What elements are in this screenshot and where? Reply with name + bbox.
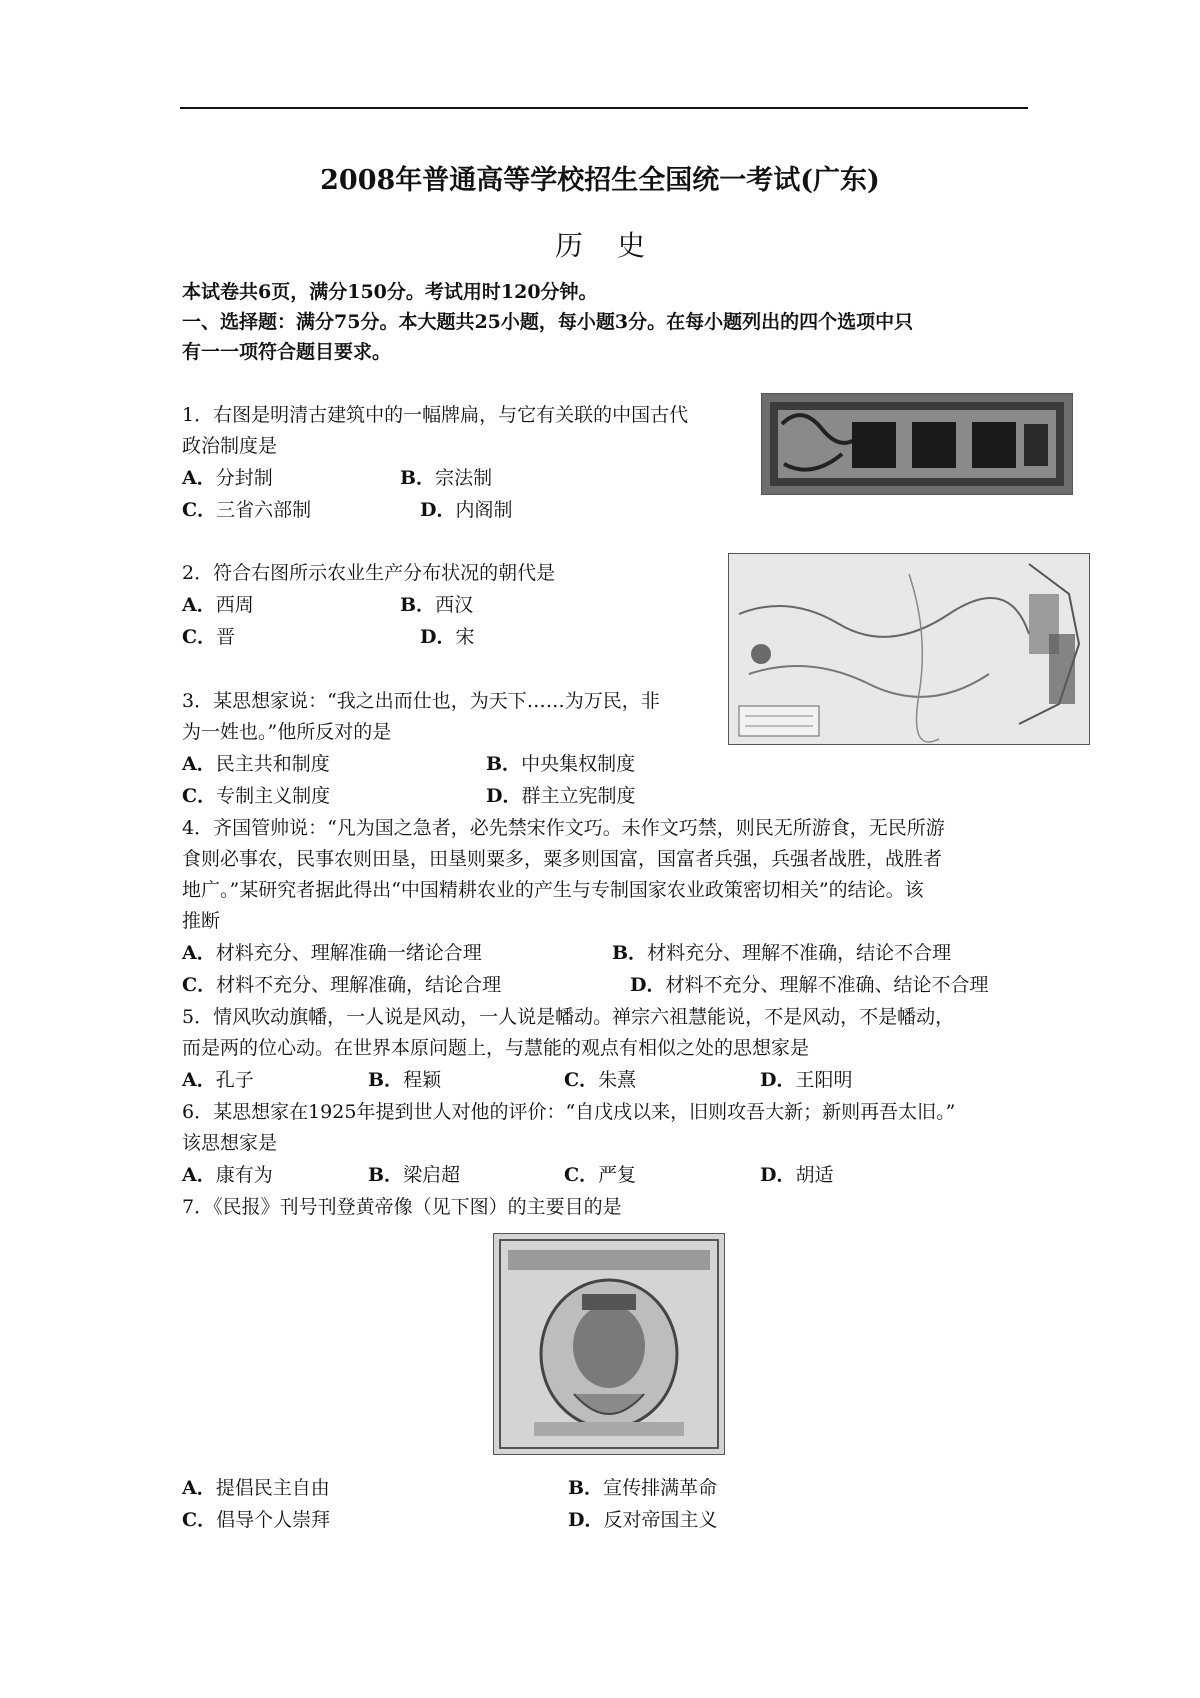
option-d: D．胡适 — [760, 1164, 834, 1186]
huangdi-portrait-image — [493, 1233, 725, 1455]
option-d: D．材料不充分、理解不准确、结论不合理 — [630, 974, 989, 996]
option-c: C．专制主义制度 — [182, 785, 331, 807]
option-a: A．西周 — [182, 594, 254, 616]
question-stem: 推断 — [182, 910, 221, 932]
option-b: B．程颖 — [368, 1069, 442, 1091]
question-stem: 4．齐国管帅说：“凡为国之急者，必先禁宋作文巧。未作文巧禁，则民无所游食，无民所游 — [182, 817, 945, 839]
option-c: C．三省六部制 — [182, 499, 312, 521]
option-d: D．反对帝国主义 — [568, 1509, 718, 1531]
plaque-image — [761, 393, 1073, 495]
option-d: D．群主立宪制度 — [486, 785, 636, 807]
question-stem: 2．符合右图所示农业生产分布状况的朝代是 — [182, 562, 556, 584]
option-a: A．民主共和制度 — [182, 753, 330, 775]
option-b: B．材料充分、理解不准确，结论不合理 — [612, 942, 952, 964]
option-d: D．内阁制 — [420, 499, 513, 521]
option-c: C．朱熹 — [564, 1069, 637, 1091]
question-stem: 1．右图是明清古建筑中的一幅牌扁，与它有关联的中国古代 — [182, 404, 689, 426]
question-stem: 政治制度是 — [182, 435, 278, 457]
question-stem: 食则必事农，民事农则田垦，田垦则粟多，粟多则国富，国富者兵强，兵强者战胜，战胜者 — [182, 848, 943, 870]
agriculture-map-image — [728, 553, 1090, 745]
option-a: A．提倡民主自由 — [182, 1477, 330, 1499]
question-stem: 3．某思想家说：“我之出而仕也，为天下……为万民，非 — [182, 690, 660, 712]
option-c: C．晋 — [182, 626, 236, 648]
option-a: A．孔子 — [182, 1069, 254, 1091]
question-stem: 而是两的位心动。在世界本原问题上，与慧能的观点有相似之处的思想家是 — [182, 1037, 810, 1059]
option-d: D．王阳明 — [760, 1069, 853, 1091]
option-c: C．材料不充分、理解准确，结论合理 — [182, 974, 502, 996]
option-d: D．宋 — [420, 626, 475, 648]
question-stem: 5．情风吹动旗幡，一人说是风动，一人说是幡动。禅宗六祖慧能说，不是风动，不是幡动， — [182, 1006, 955, 1028]
question-stem: 为一姓也。”他所反对的是 — [182, 721, 392, 743]
question-stem: 地广。”某研究者据此得出“中国精耕农业的产生与专制国家农业政策密切相关”的结论。该 — [182, 879, 924, 901]
option-b: B．宗法制 — [400, 467, 493, 489]
question-stem: 6．某思想家在1925年提到世人对他的评价：“自戊戌以来，旧则攻吾大新；新则再吾太旧。” — [182, 1101, 956, 1123]
section-heading: 一、选择题：满分75分。本大题共25小题，每小题3分。在每小题列出的四个选项中只 — [182, 311, 914, 333]
exam-info: 本试卷共6页，满分150分。考试用时120分钟。 — [182, 281, 598, 303]
question-stem: 7．《民报》刊号刊登黄帝像（见下图）的主要目的是 — [182, 1196, 622, 1218]
option-a: A．康有为 — [182, 1164, 273, 1186]
header-rule — [180, 107, 1028, 109]
option-b: B．西汉 — [400, 594, 474, 616]
exam-title: 2008年普通高等学校招生全国统一考试(广东) — [320, 165, 880, 196]
subject-title: 历史 — [554, 229, 679, 262]
section-heading-cont: 有一一项符合题目要求。 — [182, 341, 392, 363]
option-b: B．梁启超 — [368, 1164, 461, 1186]
option-b: B．宣传排满革命 — [568, 1477, 718, 1499]
option-a: A．分封制 — [182, 467, 273, 489]
option-b: B．中央集权制度 — [486, 753, 636, 775]
option-c: C．倡导个人崇拜 — [182, 1509, 331, 1531]
question-stem: 该思想家是 — [182, 1132, 278, 1154]
option-a: A．材料充分、理解准确一绪论合理 — [182, 942, 482, 964]
option-c: C．严复 — [564, 1164, 637, 1186]
